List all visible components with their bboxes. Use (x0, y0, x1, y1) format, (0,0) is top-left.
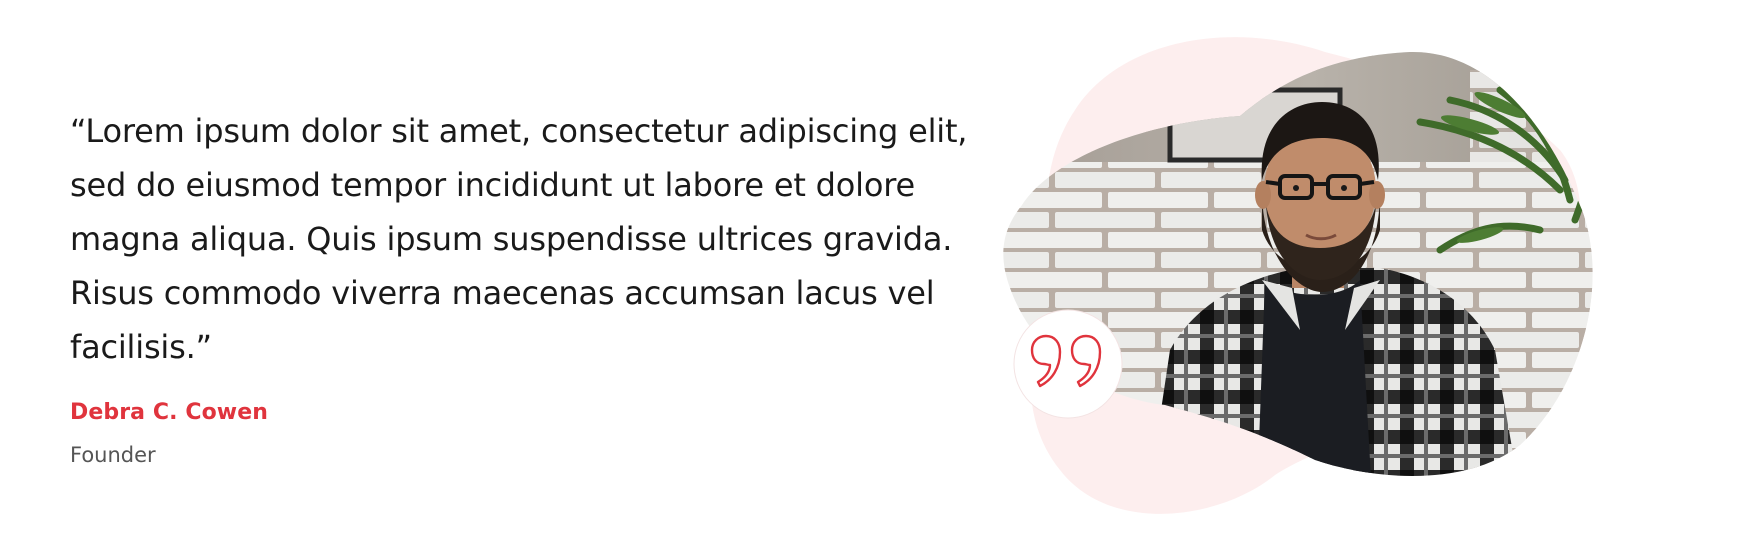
author-photo-area (1000, 30, 1620, 551)
testimonial-content (70, 104, 990, 467)
quote-badge (1014, 310, 1122, 418)
author-role: Founder (70, 443, 156, 467)
testimonial-quote: “Lorem ipsum dolor sit amet, consectetur adipiscing elit, sed do eiusmod tempor incididunt ut labore et dolore magna aliqua. Quis ipsum suspendisse ultrices gravida. Risus commodo viverra maecenas accumsan lacus vel facilisis.” (70, 112, 968, 366)
author-name: Debra C. Cowen (70, 400, 269, 425)
photo-blob-graphic (1000, 30, 1620, 551)
